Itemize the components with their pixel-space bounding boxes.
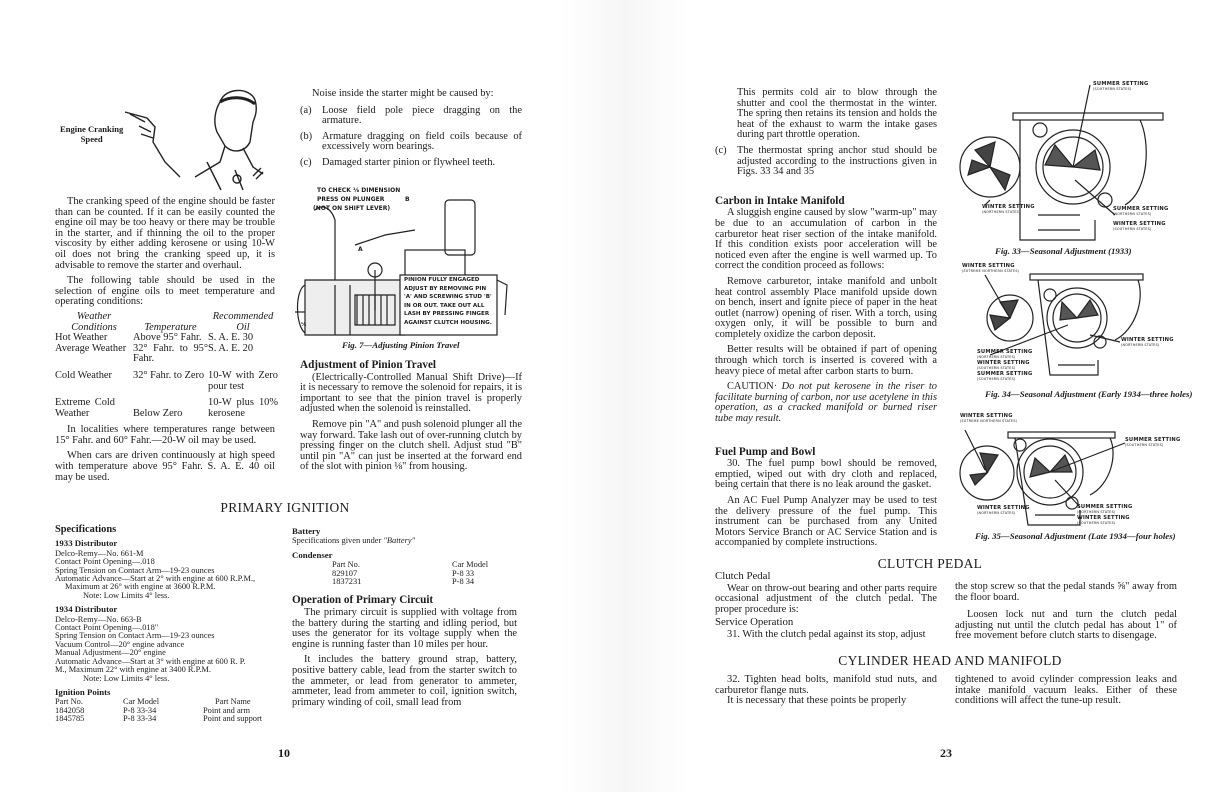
specs-heading: Specifications xyxy=(55,524,117,535)
label-sub: (SOUTHERN STATES) xyxy=(1093,87,1132,92)
high-speed-paragraph: When cars are driven continuously at high speed with temperature above 95° Fahr. S. A. E. 40 oil may be used. xyxy=(55,450,275,483)
fig33-label xyxy=(1093,82,1148,93)
fig7-label-b: B xyxy=(405,196,410,203)
table-cell: P-8 33-34 xyxy=(123,705,157,715)
fuel-heading: Fuel Pump and Bowl xyxy=(715,445,816,458)
intro-paragraph: This permits cold air to blow through the shutter and cool the thermostat in the winter. The spring then retains its tension and holds the heat of the exhaust to warm the intake gases during part throttle operation. xyxy=(737,87,937,141)
battery-title: Battery xyxy=(292,526,321,536)
cylinder-left-column xyxy=(715,675,937,712)
label-sub: (EXTREME NORTHERN STATES) xyxy=(962,269,1020,274)
spec-line: Vacuum Control—20° engine advance xyxy=(55,639,185,649)
table-header: Part No. xyxy=(332,560,360,570)
spec-line: M., Maximum 22° with engine at 3400 R.P.M. xyxy=(55,665,211,675)
label-sub: (SOUTHERN STATES) xyxy=(977,366,1016,371)
oil-cell: S. A. E. 30 xyxy=(208,332,254,344)
clutch-right-paragraph: the stop screw so that the pedal stands ⅝" away from the floor board. xyxy=(955,581,1177,603)
fig7-caption: Fig. 7—Adjusting Pinion Travel xyxy=(342,340,460,350)
box-line: LASH BY PRESSING FINGER xyxy=(404,311,490,318)
carbon-paragraph: Better results will be obtained if part of opening through which torch is inserted is covered with a heavy piece of metal after carbon starts to burn. xyxy=(715,344,937,377)
noise-intro: Noise inside the starter might be caused by: xyxy=(312,88,494,99)
box-line: ADJUST BY REMOVING PIN xyxy=(404,285,487,292)
condenser-table xyxy=(292,561,517,586)
table-header: Part Name xyxy=(215,697,251,707)
cylinder-head-title: CYLINDER HEAD AND MANIFOLD xyxy=(838,653,1062,668)
fig33-label xyxy=(1113,222,1166,233)
table-header: Car Model xyxy=(123,697,160,707)
fig35-label xyxy=(977,506,1030,517)
table-cell: 829107 xyxy=(332,568,358,578)
spec-line: Manual Adjustment—20° engine xyxy=(55,648,166,658)
oil-header-oil: Recommended Oil xyxy=(212,310,274,333)
box-line: PINION FULLY ENGAGED xyxy=(404,277,480,283)
spec-line: Delco-Remy—No. 663-B xyxy=(55,614,142,624)
label-sub: (NORTHERN STATES) xyxy=(1113,212,1152,217)
oil-cell: Extreme Cold Weather xyxy=(55,397,115,419)
table-cell: Point and support xyxy=(203,714,263,724)
item-text: The thermostat spring anchor stud should be adjusted according to the instructions given in Figs. 33 34 and 35 xyxy=(737,144,937,178)
label-title: WINTER SETTING xyxy=(960,413,1013,419)
item-marker: (b) xyxy=(300,130,313,142)
spec-line: Delco-Remy—No. 661-M xyxy=(55,548,144,558)
noise-section xyxy=(300,89,522,174)
label-sub: (SOUTHERN STATES) xyxy=(1077,521,1116,526)
item-marker: (c) xyxy=(715,144,727,156)
table-cell: P-8 33-34 xyxy=(123,714,157,724)
carbon-heading: Carbon in Intake Manifold xyxy=(715,194,845,207)
fig35-caption: Fig. 35—Seasonal Adjustment (Late 1934—four holes) xyxy=(975,531,1176,541)
fuel-paragraph: 30. The fuel pump bowl should be removed, emptied, wiped out with dry cloth and replaced, being certain that there is no leak around the gasket. xyxy=(715,458,937,491)
label-sub: (NORTHERN STATES) xyxy=(1077,510,1116,515)
fig35-label xyxy=(960,414,1017,425)
label-sub: (NORTHERN STATES) xyxy=(977,355,1016,360)
spec-line: Automatic Advance—Start at 3° with engine at 600 R. P. xyxy=(55,656,246,666)
table-cell: 1837231 xyxy=(332,577,362,587)
caution-text: Do not put kerosene in the riser to facilitate burning of carbon, nor use acetylene in this operation, as a cracked manifold or burned riser tube may result. xyxy=(715,381,937,425)
item-marker: (c) xyxy=(300,156,312,168)
item-text: Damaged starter pinion or flywheel teeth. xyxy=(322,156,496,168)
oil-cell: Average Weather xyxy=(55,342,127,354)
service-heading: Service Operation xyxy=(715,616,794,629)
label-sub: (SOUTHERN STATES) xyxy=(1113,227,1152,232)
clutch-pedal-title: CLUTCH PEDAL xyxy=(877,556,983,571)
spec-line: Spring Tension on Contact Arm—19-23 ounces xyxy=(55,565,215,575)
label-sub: (SOUTHERN STATES) xyxy=(977,377,1016,382)
cylinder-paragraph: 32. Tighten head bolts, manifold stud nuts, and carburetor flange nuts. xyxy=(715,674,937,696)
table-cell: 1845785 xyxy=(55,714,85,724)
item-c xyxy=(715,146,937,178)
oil-header-weather: Weather Conditions xyxy=(71,310,117,333)
primary-paragraph: It includes the battery ground strap, battery, positive battery cable, lead from the starter switch to the ammeter, or lead from generator to ammeter, ammeter, lead from ammeter to coil, ignition switch, primary winding of coil, small lead from xyxy=(292,654,517,708)
label-title: WINTER SETTING xyxy=(1113,221,1166,227)
page-number: 23 xyxy=(940,746,952,760)
battery-text: Specifications given under xyxy=(292,536,384,546)
fig34-label xyxy=(962,264,1019,275)
battery-ref: "Battery" xyxy=(383,536,416,546)
pinion-paragraph: Remove pin "A" and push solenoid plunger all the way forward. Take lash out of over-running clutch by pressing finger on the clutch shell. Adjust stud "B" until pin "A" can just be inserted at the forward end of the slot with pinion ⅛" from housing. xyxy=(300,418,522,473)
oil-cell: Above 95° Fahr. xyxy=(133,332,202,344)
mechanic-pointing-illustration xyxy=(125,82,265,192)
table-intro: The following table should be used in the selection of engine oils to meet temperature and operating conditions: xyxy=(55,275,275,308)
table-header: Part No. xyxy=(55,697,83,707)
spec-note: Note: Low Limits 4° less. xyxy=(83,673,170,683)
spec-line: Maximum at 26° with engine at 3600 R.P.M. xyxy=(65,582,216,592)
table-cell: P-8 34 xyxy=(452,577,475,587)
pinion-paragraph: (Electrically-Controlled Manual Shift Drive)—If it is necessary to remove the solenoid for repairs, it is important to see that the pinion travel is properly adjusted when the solenoid is reinstalled. xyxy=(300,371,522,415)
spec-line: Automatic Advance—Start at 2° with engine at 600 R.P.M., xyxy=(55,574,256,584)
carbon-paragraph: A sluggish engine caused by slow "warm-up" may be due to an accumulation of carbon in the carburetor heat riser section of the intake manifold. If this condition exists poor acceleration will be noticed even after the engine is well warmed up. To correct the condition proceed as follows: xyxy=(715,207,937,272)
label-title: SUMMER SETTING xyxy=(977,349,1033,355)
cylinder-right-paragraph: tightened to avoid cylinder compression leaks and intake manifold vacuum leaks. Either of these conditions will affect the tune-up result. xyxy=(955,674,1177,707)
clutch-paragraph: Wear on throw-out bearing and other parts require occasional adjustment of the clutch pedal. The proper procedure is: xyxy=(715,582,937,615)
oil-cell: 10-W plus 10% kerosene xyxy=(208,397,278,419)
callout-line: Engine Cranking xyxy=(60,124,124,134)
fig35-label xyxy=(1077,516,1130,527)
oil-cell: 32° Fahr. to Zero xyxy=(133,369,205,381)
fig7-dimension-label: ⅛ xyxy=(301,322,307,328)
table-cell: 1842058 xyxy=(55,705,85,715)
fig33-caption: Fig. 33—Seasonal Adjustment (1933) xyxy=(995,246,1132,256)
caution-label: CAUTION· xyxy=(727,381,778,393)
label-sub: (EXTREME NORTHERN STATES) xyxy=(960,419,1018,424)
fig33-label xyxy=(1113,207,1168,218)
battery-condenser-block xyxy=(292,527,517,713)
page-number: 10 xyxy=(278,746,290,760)
primary-paragraph: The primary circuit is supplied with voltage from the battery during the starting and idling period, but uses the generator for its voltage supply when the engine is running faster than 10 miles per hour. xyxy=(292,607,517,650)
cylinder-right-column xyxy=(955,675,1177,712)
clutch-right-paragraph: Loosen lock nut and turn the clutch pedal adjusting nut until the clutch pedal has about 1" of free movement before clutch starts to disengage. xyxy=(955,609,1177,642)
label-title: WINTER SETTING xyxy=(977,360,1030,366)
oil-cell: 32° Fahr. to 95° Fahr. xyxy=(133,342,208,365)
fig34-label xyxy=(977,372,1032,383)
label-title: SUMMER SETTING xyxy=(977,371,1033,377)
clutch-heading: Clutch Pedal xyxy=(715,570,771,582)
item-text: Armature dragging on field coils because of excessively worn bearings. xyxy=(322,130,522,153)
dist1934-title: 1934 Distributor xyxy=(55,604,118,615)
pinion-section xyxy=(300,360,522,478)
box-line: AGAINST CLUTCH HOUSING. xyxy=(404,319,492,326)
clutch-left-column xyxy=(715,571,937,646)
engine-cranking-callout xyxy=(60,124,123,144)
ignition-points-table xyxy=(55,698,285,723)
item-text: Loose field pole piece dragging on the armature. xyxy=(322,104,522,127)
fig7-label-not-shift: (NOT ON SHIFT LEVER) xyxy=(313,205,391,212)
noise-item xyxy=(300,106,522,127)
table-header: Car Model xyxy=(452,560,489,570)
oil-recommendation-table xyxy=(55,310,278,419)
label-sub: (NORTHERN STATES) xyxy=(1121,343,1160,348)
label-sub: (NORTHERN STATES) xyxy=(982,210,1021,215)
item-marker: (a) xyxy=(300,104,312,116)
oil-cell: Cold Weather xyxy=(55,369,112,381)
noise-item xyxy=(300,158,522,169)
box-line: 'A' AND SCREWING STUD 'B' xyxy=(404,294,492,301)
primary-circuit-heading: Operation of Primary Circuit xyxy=(292,594,434,607)
spec-note: Note: Low Limits 4° less. xyxy=(83,590,170,600)
label-sub: (NORTHERN STATES) xyxy=(977,511,1016,516)
label-title: SUMMER SETTING xyxy=(1125,437,1181,443)
fig7-label-a: A xyxy=(358,246,363,253)
carbon-paragraph: Remove carburetor, intake manifold and unbolt heat control assembly Place manifold upside down on bench, insert and ignite piece of paper in the heat outlet (narrow) opening of riser. With a torch, using oxygen only, it will be possible to burn and completely oxidize the carbon deposit. xyxy=(715,275,937,340)
label-title: WINTER SETTING xyxy=(1077,515,1130,521)
oil-cell: 10-W with Zero pour test xyxy=(208,369,278,392)
cylinder-paragraph: It is necessary that these points be properly xyxy=(727,695,907,707)
label-title: SUMMER SETTING xyxy=(1077,504,1133,510)
table-cell: P-8 33 xyxy=(452,568,475,578)
battery-spec xyxy=(292,527,517,586)
cranking-paragraph: The cranking speed of the engine should be faster than can be counted. If it can be easily counted the engine oil may be too heavy or there may be trouble in the starter, and if thinning the oil to the proper viscosity by either adding kerosene or using 10-W oil does not bring the cranking speed up, it is advisable to remove the starter and overhaul. xyxy=(55,196,275,271)
oil-cell: Hot Weather xyxy=(55,332,108,344)
label-title: WINTER SETTING xyxy=(962,263,1015,269)
primary-ignition-title: PRIMARY IGNITION xyxy=(220,500,350,515)
oil-cell: Below Zero xyxy=(133,407,183,419)
clutch-right-column xyxy=(955,582,1177,647)
spec-line: Contact Point Opening—.018" xyxy=(55,623,159,633)
label-title: WINTER SETTING xyxy=(1121,337,1174,343)
localities-paragraph: In localities where temperatures range between 15° Fahr. and 60° Fahr.—20-W oil may be used. xyxy=(55,424,275,446)
fig7-instruction-box xyxy=(404,276,492,328)
condenser-title: Condenser xyxy=(292,549,333,560)
oil-header-temperature: Temperature xyxy=(144,321,197,333)
left-column-text xyxy=(55,196,278,488)
box-line: IN OR OUT. TAKE OUT ALL xyxy=(404,302,485,309)
label-title: WINTER SETTING xyxy=(977,505,1030,511)
fig7-label-press: PRESS ON PLUNGER xyxy=(317,196,385,203)
dist1933-title: 1933 Distributor xyxy=(55,538,118,549)
table-cell: Point and arm xyxy=(203,705,250,715)
ignition-points-title: Ignition Points xyxy=(55,686,111,697)
right-column-text xyxy=(715,88,937,554)
oil-cell: S. A. E. 20 xyxy=(208,342,254,354)
book-gutter xyxy=(560,0,690,792)
specifications-block xyxy=(55,526,285,724)
label-title: SUMMER SETTING xyxy=(1093,81,1149,87)
label-title: SUMMER SETTING xyxy=(1113,206,1169,212)
caution-paragraph xyxy=(715,382,937,424)
noise-item xyxy=(300,132,522,153)
fig35-label xyxy=(1125,438,1180,449)
label-title: WINTER SETTING xyxy=(982,204,1035,210)
service-paragraph: 31. With the clutch pedal against its stop, adjust xyxy=(727,628,926,640)
fig7-label-check: TO CHECK ⅛ DIMENSION xyxy=(317,187,401,194)
fig34-caption: Fig. 34—Seasonal Adjustment (Early 1934—three holes) xyxy=(985,389,1193,399)
label-sub: (SOUTHERN STATES) xyxy=(1125,443,1164,448)
spec-line: Spring Tension on Contact Arm—19-23 ounces xyxy=(55,631,215,641)
callout-line: Speed xyxy=(80,134,103,144)
fig34-label xyxy=(1121,338,1174,349)
pinion-heading: Adjustment of Pinion Travel xyxy=(300,359,437,371)
spec-line: Contact Point Opening—.018 xyxy=(55,557,155,567)
fuel-paragraph: An AC Fuel Pump Analyzer may be used to test the delivery pressure of the fuel pump. This instrument can be purchased from any United Motors Service Branch or AC Service Station and is accompanied by complete instructions. xyxy=(715,495,937,549)
fig33-label xyxy=(982,205,1035,216)
